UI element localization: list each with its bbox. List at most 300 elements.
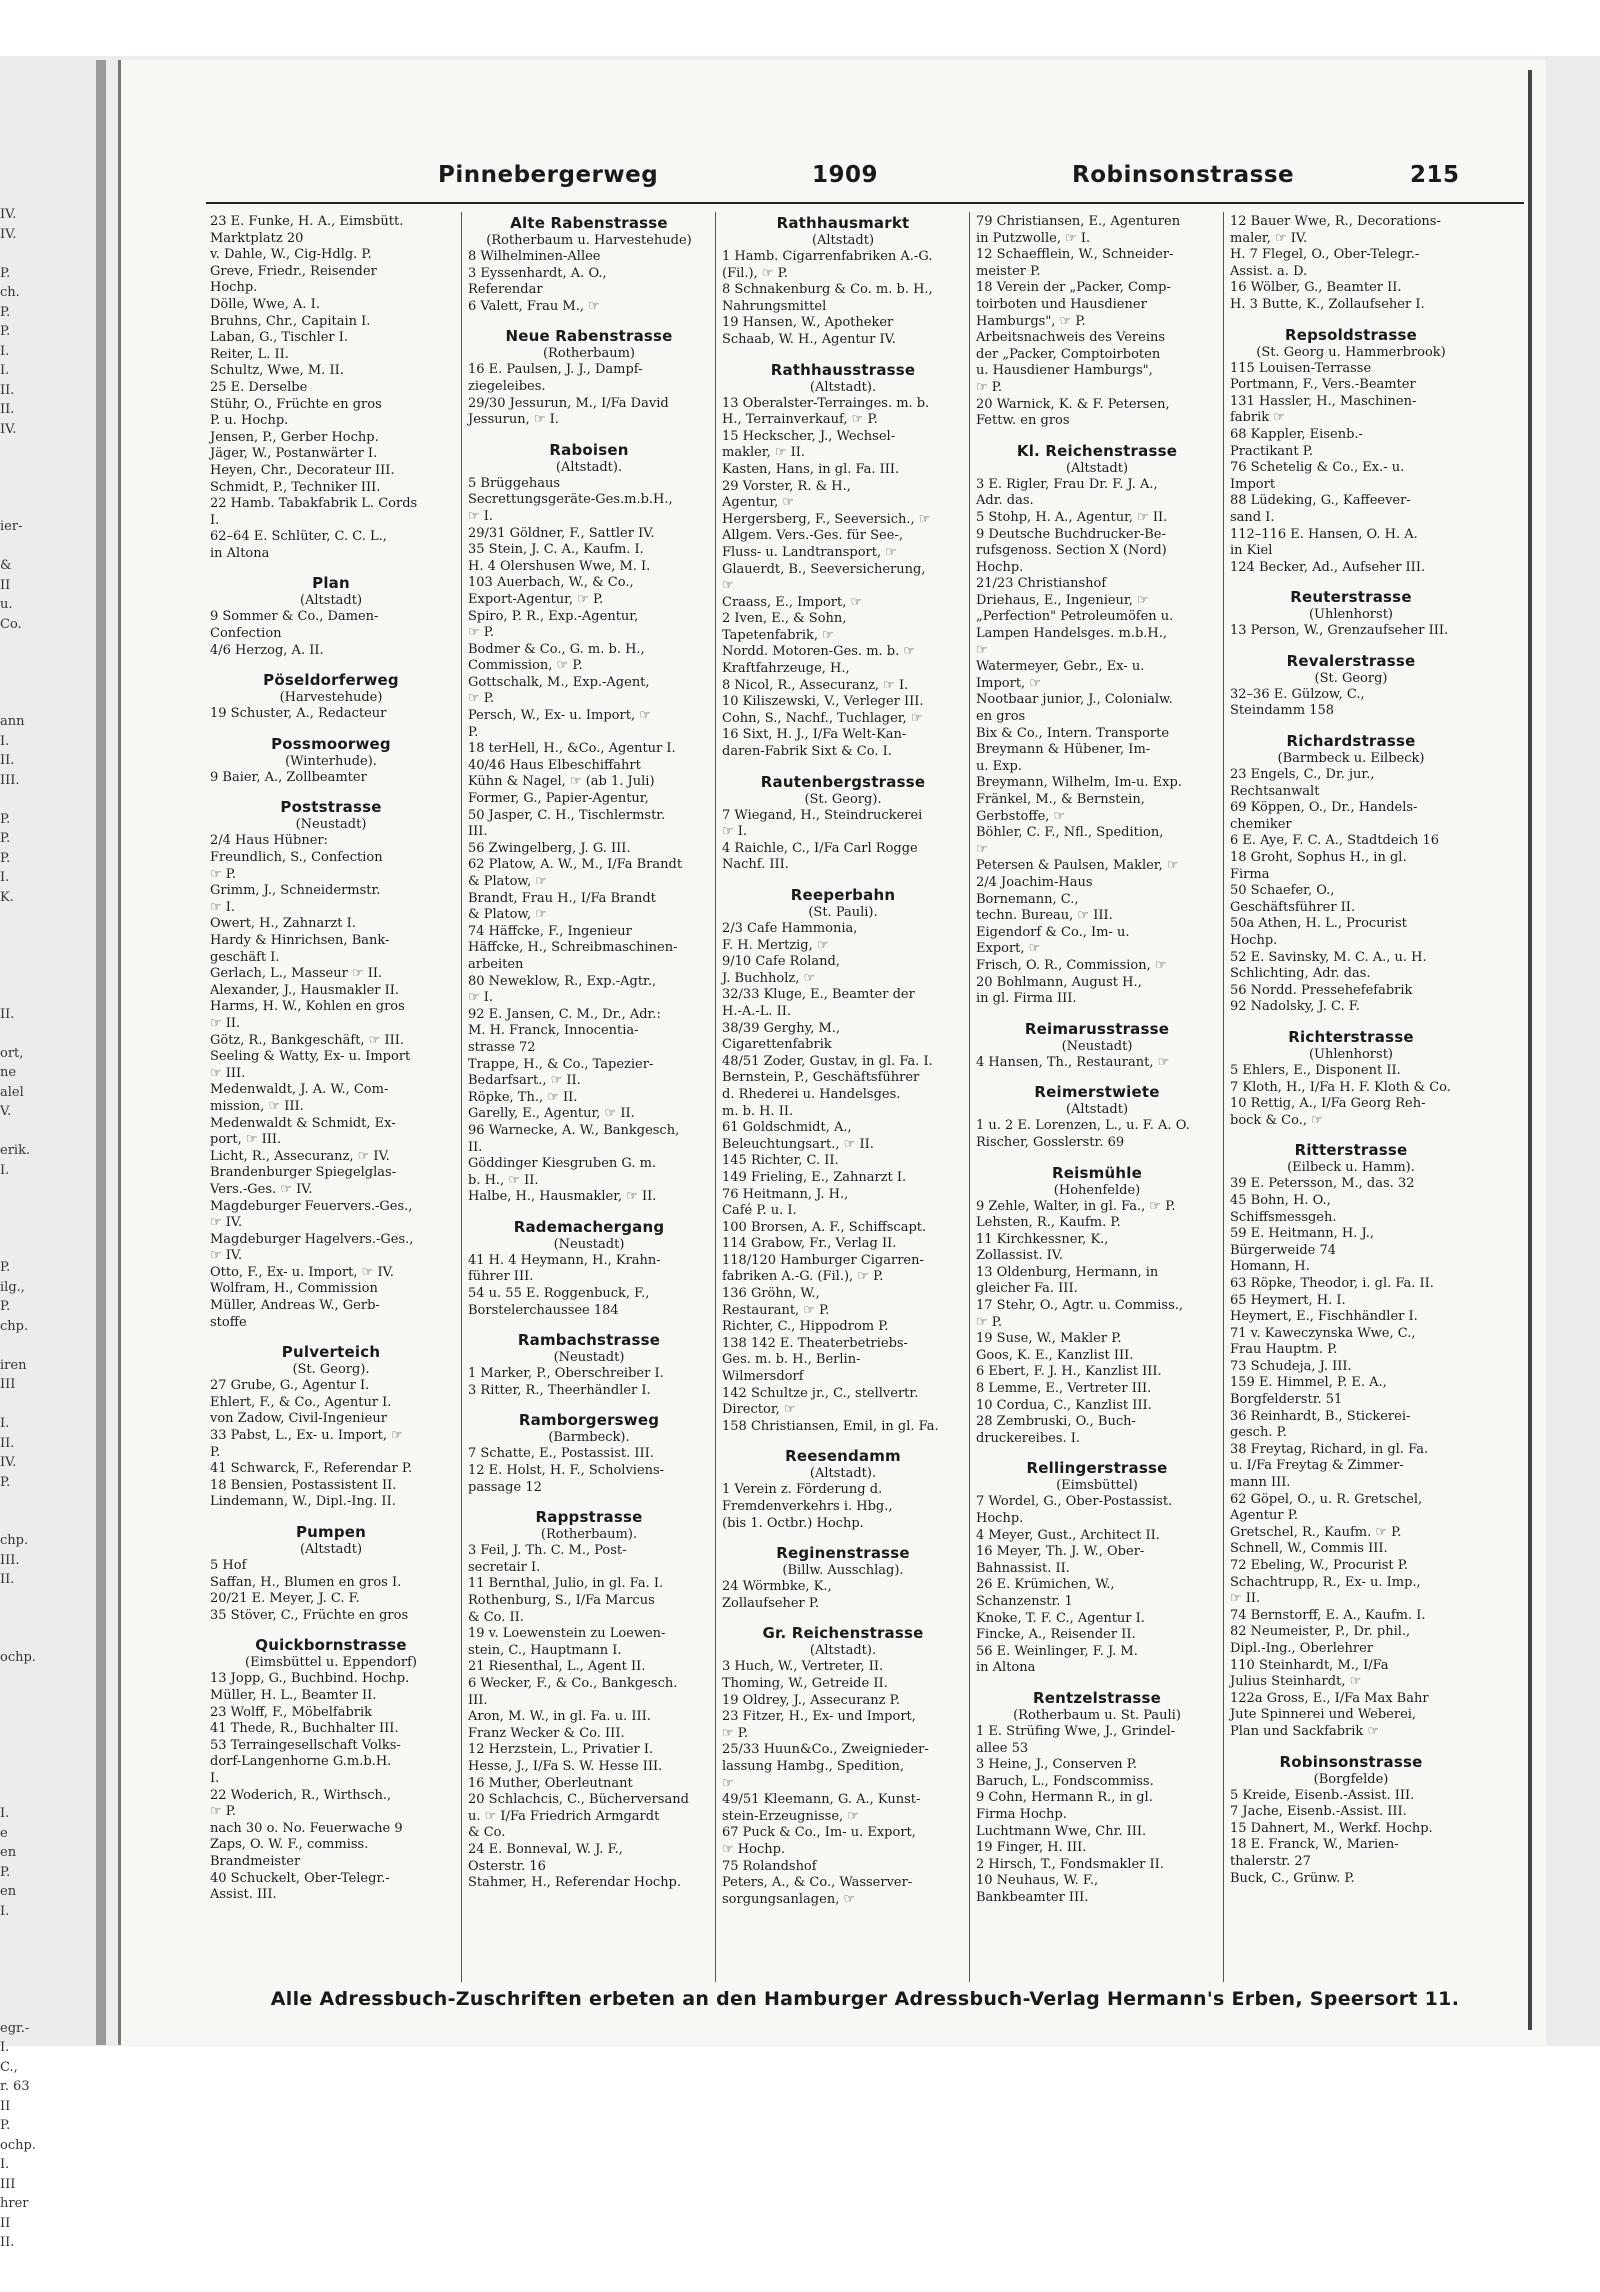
previous-page-fragment [0,985,28,1005]
directory-entry: 80 Neweklow, R., Exp.-Agtr., [468,973,657,989]
directory-entry: 13 Person, W., Grenzaufseher III. [1230,623,1449,639]
previous-page-fragment: en [0,1884,17,1899]
directory-entry: Bodmer & Co., G. m. b. H., [468,641,645,657]
directory-entry: Gerbstoffe, ☞ [976,808,1066,824]
previous-page-fragment: II [0,2215,11,2231]
directory-entry: 96 Warnecke, A. W., Bankgesch, [468,1122,680,1138]
directory-entry: P. [210,1444,221,1460]
previous-page-fragment [0,907,28,927]
directory-entry: 69 Köppen, O., Dr., Handels- [1230,800,1418,816]
page-number: 215 [1410,162,1460,188]
directory-entry: Zaps, O. W. F., commiss. [210,1837,369,1853]
previous-page-fragment: chp. [0,1318,29,1334]
directory-entry: Persch, W., Ex- u. Import, ☞ [468,708,651,724]
directory-entry: 6 Wecker, F., & Co., Bankgesch. [468,1675,678,1691]
directory-entry: Jensen, P., Gerber Hochp. [210,429,379,445]
directory-entry: 76 Heitmann, J. H., [722,1186,849,1202]
street-heading: Rambachstrasse [517,1331,661,1350]
directory-entry: maler, ☞ IV. [1230,230,1308,246]
directory-entry: Bix & Co., Intern. Transporte [976,725,1170,741]
previous-page-fragment [0,2272,28,2292]
previous-page-fragment [0,498,28,518]
directory-entry: Plan und Sackfabrik ☞ [1230,1723,1380,1739]
directory-entry: 5 Kreide, Eisenb.-Assist. III. [1230,1787,1415,1803]
header-rule [206,202,1524,204]
directory-entry: 12 Herzstein, L., Privatier I. [468,1742,654,1758]
previous-page-fragment: P. [0,811,11,827]
directory-entry: 67 Puck & Co., Im- u. Export, [722,1825,916,1841]
directory-entry: Beleuchtungsart., ☞ II. [722,1136,874,1152]
directory-entry: Fluss- u. Landtransport, ☞ [722,544,897,560]
directory-entry: d. Rhederei u. Handelsges. [722,1086,901,1102]
street-heading: Reginenstrasse [776,1544,910,1563]
previous-page-fragment: C., [0,2059,18,2075]
directory-entry: 8 Schnakenburg & Co. m. b. H., [722,282,933,298]
directory-entry: 54 u. 55 E. Roggenbuck, F., [468,1286,650,1302]
directory-entry: Allgem. Vers.-Ges. für See-, [722,528,903,544]
directory-entry: 19 Schuster, A., Redacteur [210,706,387,722]
directory-entry: ☞ [722,1775,734,1791]
directory-entry: Firma Hochp. [976,1806,1067,1822]
previous-page-fragment: P. [0,1474,11,1490]
directory-entry: Tapetenfabrik, ☞ [722,627,834,643]
previous-page-fragment [0,1941,28,1961]
directory-entry: Assist. a. D. [1230,263,1308,279]
district-label: (Eilbeck u. Hamm). [1287,1160,1415,1176]
previous-page-fragment: en [0,1845,17,1860]
directory-entry: u. Exp. [976,758,1022,774]
directory-entry: Schmidt, P., Techniker III. [210,479,381,495]
directory-entry: 19 Finger, H. III. [976,1840,1087,1856]
previous-page-fragment [0,1180,28,1200]
directory-entry: Cigarettenfabrik [722,1037,832,1053]
directory-entry: 20 Warnick, K. & F. Petersen, [976,396,1170,412]
district-label: (Altstadt). [809,1643,877,1659]
directory-entry: Portmann, F., Vers.-Beamter [1230,377,1416,393]
directory-entry: 149 Frieling, E., Zahnarzt I. [722,1169,907,1185]
directory-entry: Schachtrupp, R., Ex- u. Imp., [1230,1574,1421,1590]
directory-entry: 62–64 E. Schlüter, C. C. L., [210,529,387,545]
directory-column-4 [976,214,1218,1906]
directory-entry: 8 Lemme, E., Vertreter III. [976,1381,1152,1397]
directory-entry: Saffan, H., Blumen en gros I. [210,1574,402,1590]
district-label: (Billw. Ausschlag). [782,1563,904,1579]
directory-entry: 56 E. Weinlinger, F. J. M. [976,1643,1138,1659]
directory-entry: Göddinger Kiesgruben G. m. [468,1156,657,1172]
directory-entry: Wilmersdorf [722,1369,804,1385]
directory-entry: Bernstein, P., Geschäftsführer [722,1070,920,1086]
directory-entry: von Zadow, Civil-Ingenieur [210,1411,387,1427]
directory-entry: Craass, E., Import, ☞ [722,594,863,610]
page-edge [1528,70,1532,2030]
directory-entry: sand I. [1230,509,1275,525]
directory-entry: 23 Engels, C., Dr. jur., [1230,767,1375,783]
district-label: (St. Georg) [1314,670,1388,686]
directory-entry: Former, G., Papier-Agentur, [468,791,649,807]
directory-entry: arbeiten [468,956,524,972]
directory-entry: mann III. [1230,1475,1291,1491]
directory-entry: 20 Schlachcis, C., Bücherversand [468,1792,689,1808]
directory-entry: strasse 72 [468,1039,536,1055]
previous-page-fragment: ochp. [0,1650,36,1665]
directory-entry: Aron, M. W., in gl. Fa. u. III. [468,1709,651,1725]
directory-entry: 20 Bohlmann, August H., [976,974,1142,990]
directory-entry: 6 Ebert, F. J. H., Kanzlist III. [976,1364,1162,1380]
directory-entry: 73 Schudeja, J. III. [1230,1358,1352,1374]
directory-entry: Jute Spinnerei und Weberei, [1230,1707,1417,1723]
directory-entry: Röpke, Th., ☞ II. [468,1089,578,1105]
directory-entry: Adr. das. [976,493,1034,509]
directory-entry: Müller, Andreas W., Gerb- [210,1298,380,1314]
directory-entry: toirboten und Hausdiener [976,296,1147,312]
previous-page-fragment: II. [0,1572,15,1587]
previous-page-fragment [0,244,28,264]
district-label: (Barmbeck u. Eilbeck) [1277,751,1425,767]
previous-page-fragment: alel [0,1084,24,1100]
directory-entry: 115 Louisen-Terrasse [1230,360,1372,376]
directory-entry: 5 Brüggehaus [468,475,561,491]
directory-entry: Harms, H. W., Kohlen en gros [210,999,405,1015]
directory-entry: H. 4 Olershusen Wwe, M. I. [468,558,651,574]
directory-entry: 19 Suse, W., Makler P. [976,1331,1122,1347]
directory-entry: H.-A.-L. II. [722,1003,792,1019]
district-label: (St. Georg). [804,791,882,807]
directory-entry: Otto, F., Ex- u. Import, ☞ IV. [210,1264,394,1280]
directory-entry: 10 Rettig, A., I/Fa Georg Reh- [1230,1096,1426,1112]
directory-entry: „Perfection" Petroleumöfen u. [976,609,1174,625]
directory-entry: 13 Oberalster-Terrainges. m. b. [722,395,930,411]
directory-entry: 114 Grabow, Fr., Verlag II. [722,1236,897,1252]
directory-entry: u. I/Fa Freytag & Zimmer- [1230,1458,1404,1474]
previous-page-fragment: ochp. [0,2137,36,2153]
directory-entry: 50 Schaefer, O., [1230,883,1335,899]
street-heading: Rentzelstrasse [1032,1688,1162,1707]
directory-entry: 5 Ehlers, E., Disponent II. [1230,1062,1401,1078]
district-label: (Altstadt) [1065,1102,1129,1118]
directory-entry: 25 E. Derselbe [210,379,308,395]
district-label: (Neustadt) [1061,1038,1133,1054]
previous-page-fragment: P. [0,1864,11,1880]
previous-page-fragment: I. [0,733,10,749]
previous-page-fragment [0,1219,28,1239]
directory-entry: Schaab, W. H., Agentur IV. [722,331,896,347]
directory-entry: en gros [976,709,1026,725]
directory-entry: Goos, K. E., Kanzlist III. [976,1347,1134,1363]
directory-entry: (bis 1. Octbr.) Hochp. [722,1515,864,1531]
directory-entry: 21 Riesenthal, L., Agent II. [468,1659,646,1675]
district-label: (Neustadt) [553,1236,625,1252]
directory-entry: Lindemann, W., Dipl.-Ing. II. [210,1494,396,1510]
directory-entry: 18 Bensien, Postassistent II. [210,1477,397,1493]
directory-entry: 18 terHell, H., &Co., Agentur I. [468,741,676,757]
previous-page-fragment: IV. [0,226,17,242]
directory-entry: Brandmeister [210,1853,301,1869]
directory-entry: 72 Ebeling, W., Procurist P. [1230,1558,1409,1573]
directory-entry: 23 Fitzer, H., Ex- und Import, [722,1709,916,1725]
directory-entry: 12 E. Holst, H. F., Scholviens- [468,1463,665,1479]
directory-entry: H. 3 Butte, K., Zollaufseher I. [1230,296,1425,312]
directory-entry: Heymert, E., Fischhändler I. [1230,1309,1418,1325]
directory-entry: & Co. II. [468,1609,524,1625]
street-heading: Reuterstrasse [1290,588,1412,607]
previous-page-fragment [0,654,28,674]
directory-entry: Bornemann, C., [976,891,1079,907]
directory-entry: stoffe [210,1314,247,1330]
directory-entry: 74 Bernstorff, E. A., Kaufm. I. [1230,1607,1426,1623]
directory-entry: Dipl.-Ing., Oberlehrer [1230,1640,1374,1656]
directory-entry: Agentur P. [1230,1508,1298,1524]
previous-page-fragment: hrer [0,2196,29,2211]
directory-entry: 110 Steinhardt, M., I/Fa [1230,1657,1389,1673]
directory-entry: 56 Nordd. Pressehefefabrik [1230,982,1413,998]
directory-entry: 138 142 E. Theaterbetriebs- [722,1335,908,1351]
directory-entry: Gretschel, R., Kaufm. ☞ P. [1230,1524,1402,1540]
directory-entry: 3 Heine, J., Conserven P. [976,1757,1138,1773]
directory-entry: 38 Freytag, Richard, in gl. Fa. [1230,1441,1429,1457]
directory-entry: Götz, R., Bankgeschäft, ☞ III. [210,1032,405,1048]
previous-page-fragment [0,1668,28,1688]
directory-entry: Hesse, J., I/Fa S. W. Hesse III. [468,1758,663,1774]
previous-page-fragment [0,1609,28,1629]
street-heading: Pumpen [295,1523,367,1541]
directory-entry: 2 Iven, E., & Sohn, [722,611,847,627]
directory-entry: 75 Rolandshof [722,1858,817,1874]
directory-entry: chemiker [1230,816,1292,832]
directory-entry: 26 E. Krümichen, W., [976,1577,1115,1593]
directory-entry: Export-Agentur, ☞ P. [468,591,604,607]
directory-entry: 145 Richter, C. II. [722,1153,839,1169]
directory-entry: Firma [1230,866,1270,882]
previous-page-fragment: I. [0,363,10,378]
directory-entry: Bürgerweide 74 [1230,1242,1337,1258]
directory-entry: 11 Kirchkessner, K., [976,1231,1109,1247]
directory-entry: Knoke, T. F. C., Agentur I. [976,1610,1145,1626]
directory-entry: daren-Fabrik Sixt & Co. I. [722,744,892,760]
directory-entry: makler, ☞ II. [722,445,806,461]
directory-entry: Julius Steinhardt, ☞ [1230,1674,1362,1690]
previous-page-fragment [0,1336,28,1356]
directory-entry: Kühn & Nagel, ☞ (ab 1. Juli) [468,774,655,790]
directory-entry: 65 Heymert, H. I. [1230,1292,1346,1308]
header-year: 1909 [812,162,879,188]
directory-entry: geschäft I. [210,949,280,965]
directory-entry: Trappe, H., & Co., Tapezier- [468,1056,654,1072]
directory-entry: Cohn, S., Nachf., Tuchlager, ☞ [722,710,923,726]
directory-entry: ☞ II. [1230,1591,1261,1607]
district-label: (St. Pauli). [808,905,878,920]
street-heading: Rautenbergstrasse [760,772,926,791]
directory-entry: P. u. Hochp. [210,413,289,429]
district-label: (Neustadt) [295,817,367,833]
district-label: (Uhlenhorst) [1308,607,1393,623]
directory-entry: b. H., ☞ II. [468,1172,539,1188]
publisher-footer: Alle Adressbuch-Zuschriften erbeten an den Hamburger Adressbuch-Verlag Hermann's Erben, Speersort 11. [270,1988,1460,2010]
previous-page-fragment [0,1122,28,1142]
column-divider [1223,212,1224,1982]
directory-entry: 4 Meyer, Gust., Architect II. [976,1527,1160,1543]
directory-entry: 18 Verein der „Packer, Comp- [976,280,1171,296]
directory-entry: Agentur, ☞ [722,495,795,511]
directory-entry: rufsgenoss. Section X (Nord) [976,543,1167,559]
directory-entry: Müller, H. L., Beamter II. [210,1687,377,1703]
street-heading: Possmoorweg [271,734,391,753]
previous-page-fragment: iren [0,1357,27,1373]
previous-page-fragment: II. [0,402,15,417]
previous-page-fragment: I. [0,870,10,885]
directory-entry: 7 Wordel, G., Ober-Postassist. [976,1494,1173,1510]
directory-entry: Reiter, L. II. [210,346,289,362]
directory-entry: I. [210,1770,220,1786]
directory-entry: Practikant P. [1230,443,1313,459]
district-label: (Altstadt) [811,233,875,248]
directory-entry: der „Packer, Comptoirboten [976,346,1161,362]
column-divider [461,212,462,1982]
directory-entry: Glauerdt, B., Seeversicherung, [722,561,926,577]
directory-entry: ☞ P. [468,625,495,641]
directory-entry: III. [468,1692,488,1708]
directory-entry: stein-Erzeugnisse, ☞ [722,1808,859,1824]
district-label: (Winterhude). [285,753,377,769]
directory-entry: 7 Wiegand, H., Steindruckerei [722,807,923,823]
directory-entry: ☞ II. [210,1015,241,1031]
column-divider [715,212,716,1982]
previous-page-fragment: P. [0,304,11,320]
directory-entry: 3 Huch, W., Vertreter, II. [722,1659,884,1675]
previous-page-fragment: II. [0,1006,15,1022]
directory-entry: Magdeburger Hagelvers.-Ges., [210,1231,414,1247]
directory-entry: (Fil.), ☞ P. [722,265,788,281]
directory-entry: 4 Raichle, C., I/Fa Carl Rogge [722,840,918,856]
previous-page-fragment [0,459,28,479]
directory-column-3 [722,214,964,1908]
directory-entry: Spiro, P. R., Exp.-Agentur, [468,608,639,624]
directory-entry: gesch. P. [1230,1425,1287,1441]
directory-entry: Dölle, Wwe, A. I. [210,296,320,312]
directory-entry: 9 Baier, A., Zollbeamter [210,769,367,785]
directory-entry: 19 v. Loewenstein zu Loewen- [468,1626,666,1642]
district-label: (St. Georg). [292,1362,370,1378]
directory-entry: ☞ P. [468,691,495,707]
previous-page-fragment: I. [0,1416,10,1431]
directory-entry: ☞ III. [210,1065,246,1081]
column-divider [969,212,970,1982]
directory-entry: Laban, G., Tischler I. [210,330,349,346]
previous-page-fragment: I. [0,1806,10,1821]
street-heading: Poststrasse [280,798,382,817]
directory-entry: gleicher Fa. III. [976,1281,1078,1297]
previous-page-fragment: ier- [0,519,23,534]
directory-entry: Medenwaldt, J. A. W., Com- [210,1082,389,1098]
previous-page-fragment: II. [0,2235,15,2250]
directory-entry: M. H. Franck, Innocentia- [468,1023,639,1039]
directory-entry: Import [1230,476,1276,492]
directory-entry: in Kiel [1230,543,1273,559]
district-label: (Rotherbaum). [540,1527,638,1543]
directory-entry: 15 Heckscher, J., Wechsel- [722,428,896,444]
directory-entry: 158 Christiansen, Emil, in gl. Fa. [722,1418,939,1434]
directory-entry: Häffcke, H., Schreibmaschinen- [468,940,678,956]
directory-entry: Heyen, Chr., Decorateur III. [210,462,395,478]
directory-entry: I. [210,512,220,528]
district-label: (Rotherbaum u. Harvestehude) [486,233,692,248]
directory-entry: Eigendorf & Co., Im- u. [976,924,1130,940]
directory-entry: 7 Kloth, H., I/Fa H. F. Kloth & Co. [1230,1079,1451,1095]
directory-entry: Franz Wecker & Co. III. [468,1725,625,1741]
directory-entry: Gottschalk, M., Exp.-Agent, [468,674,650,690]
directory-entry: 16 Muther, Oberleutnant [468,1775,633,1791]
previous-page-fragment [0,1492,28,1512]
previous-page-fragment [0,1200,28,1220]
district-label: (Altstadt) [299,593,363,609]
previous-page-fragment: erik. [0,1143,31,1158]
previous-page-fragment: K. [0,889,14,905]
street-heading: Quickbornstrasse [255,1636,407,1655]
directory-entry: Marktplatz 20 [210,230,304,246]
directory-entry: Schanzenstr. 1 [976,1593,1073,1609]
directory-entry: Richter, C., Hippodrom P. [722,1319,889,1335]
street-heading: Rellingerstrasse [1026,1459,1168,1478]
directory-entry: 6 Valett, Frau M., ☞ [468,298,600,314]
directory-entry: 1 E. Strüfing Wwe, J., Grindel- [976,1723,1176,1739]
directory-entry: 2/4 Joachim-Haus [976,874,1093,890]
directory-entry: 23 Wolff, F., Möbelfabrik [210,1704,373,1720]
directory-entry: Schultz, Wwe, M. II. [210,363,344,379]
district-label: (Rotherbaum) [542,346,636,362]
directory-entry: ☞ [976,841,988,857]
previous-page-fragment: IV. [0,207,17,222]
directory-column-5 [1230,214,1472,1887]
directory-entry: F. H. Mertzig, ☞ [722,937,829,953]
directory-entry: Petersen & Paulsen, Makler, ☞ [976,858,1179,874]
previous-page-fragment: I. [0,1162,10,1178]
directory-entry: Thoming, W., Getreide II. [722,1675,888,1691]
directory-entry: Seeling & Watty, Ex- u. Import [210,1049,411,1065]
directory-entry: m. b. H. II. [722,1103,794,1119]
directory-entry: Greve, Friedr., Reisender [210,263,377,279]
street-heading: Reimarusstrasse [1024,1019,1170,1038]
directory-entry: Rischer, Gosslerstr. 69 [976,1134,1125,1150]
directory-entry: 92 E. Jansen, C. M., Dr., Adr.: [468,1006,661,1022]
directory-entry: 1 u. 2 E. Lorenzen, L., u. F. A. O. [976,1118,1190,1134]
directory-entry: ☞ P. [210,866,237,882]
directory-entry: 29/31 Göldner, F., Sattler IV. [468,525,655,541]
directory-entry: 40 Schuckelt, Ober-Telegr.- [210,1870,390,1886]
directory-entry: 159 E. Himmel, P. E. A., [1230,1375,1387,1391]
previous-page-fragment [0,1024,28,1044]
directory-entry: 6 E. Aye, F. C. A., Stadtdeich 16 [1230,833,1440,849]
directory-entry: 22 Woderich, R., Wirthsch., [210,1787,392,1803]
street-heading: Gr. Reichenstrasse [762,1624,924,1643]
directory-entry: Café P. u. I. [722,1203,797,1219]
directory-entry: 36 Reinhardt, B., Stickerei- [1230,1408,1411,1424]
directory-entry: 1 Hamb. Cigarrenfabriken A.-G. [722,249,933,264]
previous-page-fragment [0,1999,28,2019]
previous-page-fragment [0,1921,28,1941]
directory-entry: 4/6 Herzog, A. II. [210,642,324,658]
directory-entry: Director, ☞ [722,1402,796,1418]
directory-entry: 100 Brorsen, A. F., Schiffscapt. [722,1219,927,1235]
directory-entry: III. [468,824,488,840]
district-label: (Rotherbaum u. St. Pauli) [1013,1707,1181,1723]
directory-entry: Buck, C., Grünw. P. [1230,1870,1355,1886]
directory-entry: ziegeleibes. [468,378,546,394]
directory-entry: 35 Stöver, C., Früchte en gros [210,1607,409,1623]
previous-page-fragment [0,1239,28,1259]
previous-page-fragment [0,1629,28,1649]
district-label: (Eimsbüttel u. Eppendorf) [245,1655,417,1671]
previous-page-fragment: P. [0,265,11,281]
directory-entry: 3 Feil, J. Th. C. M., Post- [468,1543,627,1559]
